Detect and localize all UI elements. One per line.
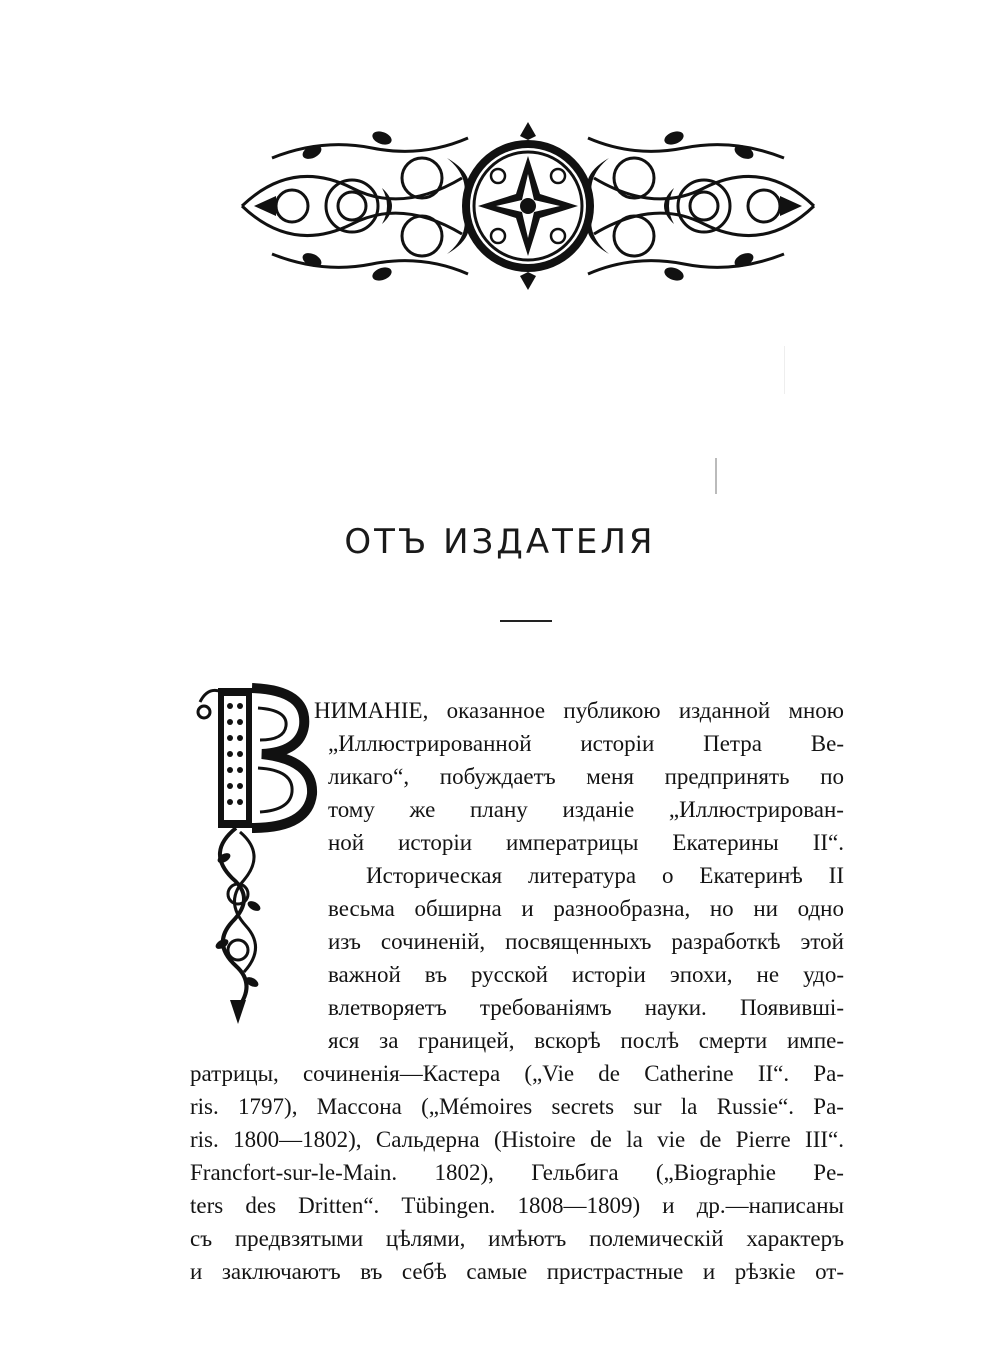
word: Петра — [703, 731, 762, 756]
word: („Vie — [524, 1061, 575, 1086]
word: des — [245, 1193, 277, 1218]
word: разработкѣ — [671, 929, 781, 954]
word: обширна — [414, 896, 502, 921]
word: ной — [328, 830, 365, 855]
word: послѣ — [620, 1028, 679, 1053]
word: полемическій — [589, 1226, 724, 1251]
word: тому — [328, 797, 375, 822]
title-rule — [500, 620, 552, 622]
word: о — [661, 863, 674, 888]
word: Ве- — [810, 731, 844, 756]
word: Dritten“. — [298, 1193, 380, 1218]
text-line — [190, 1059, 844, 1089]
text-line — [366, 861, 844, 891]
word: II“. — [757, 1061, 790, 1086]
word: не — [756, 962, 780, 987]
text-line — [328, 1026, 844, 1056]
page-title: ОТЪ ИЗДАТЕЛЯ — [344, 522, 656, 562]
word: Pe- — [813, 1160, 844, 1185]
word: Pa- — [813, 1094, 844, 1119]
word: исторіи — [571, 962, 646, 987]
word: литература — [527, 863, 637, 888]
text-line — [190, 1158, 844, 1188]
word: II — [828, 863, 844, 888]
text-line — [328, 927, 844, 957]
word: важной — [328, 962, 401, 987]
ornamental-headpiece — [232, 118, 824, 294]
word: заключаютъ — [221, 1259, 341, 1284]
word: вскорѣ — [534, 1028, 601, 1053]
word: от- — [815, 1259, 844, 1284]
text-line — [190, 1191, 844, 1221]
word: Francfort-sur-le-Main. — [190, 1160, 398, 1185]
word: ris. — [190, 1094, 219, 1119]
text-line — [190, 1125, 844, 1155]
word: смерти — [698, 1028, 768, 1053]
word: цѣлями, — [385, 1226, 466, 1251]
word: мною — [788, 698, 844, 723]
text-line — [328, 762, 844, 792]
word: сочиненій, — [380, 929, 486, 954]
word: ни — [753, 896, 778, 921]
word: публикою — [563, 698, 661, 723]
word: ликаго“, — [328, 764, 410, 789]
word: изданной — [678, 698, 771, 723]
text-line — [314, 696, 844, 726]
word: императрицы — [506, 830, 639, 855]
word: и — [521, 896, 534, 921]
word: побуждаетъ — [439, 764, 556, 789]
word: НИМАНІЕ, — [314, 698, 429, 723]
word: (Histoire — [493, 1127, 576, 1152]
word: въ — [424, 962, 447, 987]
word: и — [662, 1193, 675, 1218]
word: влетворяетъ — [328, 995, 447, 1020]
word: Pierre — [735, 1127, 791, 1152]
word: съ — [190, 1226, 213, 1251]
word: („Mémoires — [421, 1094, 533, 1119]
word: „Иллюстрирован- — [668, 797, 844, 822]
text-line — [328, 795, 844, 825]
word: de — [598, 1061, 621, 1086]
word: оказанное — [446, 698, 546, 723]
word: въ — [360, 1259, 383, 1284]
word: 1802), — [434, 1160, 494, 1185]
word: Массона — [316, 1094, 402, 1119]
word: Catherine — [644, 1061, 734, 1086]
word: secrets — [551, 1094, 615, 1119]
word: la — [680, 1094, 698, 1119]
word: посвященныхъ — [505, 929, 652, 954]
text-line — [328, 993, 844, 1023]
word: весьма — [328, 896, 395, 921]
word: одно — [797, 896, 844, 921]
word: ратрицы, — [190, 1061, 279, 1086]
word: по — [820, 764, 844, 789]
word: („Biographie — [655, 1160, 776, 1185]
word: Russie“. — [716, 1094, 794, 1119]
word: и — [190, 1259, 203, 1284]
word: sur — [633, 1094, 662, 1119]
word: науки. — [644, 995, 707, 1020]
word: русской — [470, 962, 548, 987]
word: 1808—1809) — [517, 1193, 641, 1218]
text-line — [328, 828, 844, 858]
word: эпохи, — [669, 962, 733, 987]
word: исторіи — [580, 731, 655, 756]
word: др.—написаны — [696, 1193, 844, 1218]
word: de — [699, 1127, 722, 1152]
word: требованіямъ — [479, 995, 612, 1020]
word: но — [709, 896, 734, 921]
scan-speck — [784, 346, 785, 394]
word: 1797), — [238, 1094, 298, 1119]
word: ris. — [190, 1127, 219, 1152]
scan-speck — [715, 458, 717, 494]
word: предвзятыми — [234, 1226, 364, 1251]
word: за — [379, 1028, 399, 1053]
word: имѣютъ — [488, 1226, 567, 1251]
word: себѣ — [401, 1259, 447, 1284]
word: удо- — [803, 962, 844, 987]
word: предпринять — [664, 764, 790, 789]
word: Екатерины — [672, 830, 779, 855]
word: ters — [190, 1193, 224, 1218]
word: Екатеринѣ — [699, 863, 803, 888]
text-line — [190, 1224, 844, 1254]
word: рѣзкіе — [734, 1259, 796, 1284]
word: Pa- — [813, 1061, 844, 1086]
word: Появивші- — [739, 995, 844, 1020]
word: de — [590, 1127, 612, 1152]
word: яся — [328, 1028, 360, 1053]
text-line — [328, 729, 844, 759]
word: Tübingen. — [401, 1193, 496, 1218]
word: и — [702, 1259, 716, 1284]
word: же — [409, 797, 436, 822]
word: характеръ — [746, 1226, 844, 1251]
word: II“. — [812, 830, 844, 855]
word: сочиненія—Кастера — [302, 1061, 501, 1086]
word: этой — [800, 929, 844, 954]
word: пристрастные — [546, 1259, 684, 1284]
word: исторіи — [398, 830, 473, 855]
word: разнообразна, — [553, 896, 691, 921]
text-line — [190, 1257, 844, 1287]
text-line — [190, 1092, 844, 1122]
text-line — [328, 894, 844, 924]
word: границей, — [418, 1028, 515, 1053]
text-line — [328, 960, 844, 990]
decorative-initial-letter — [196, 682, 328, 1032]
word: изданіе — [562, 797, 635, 822]
word: Сальдерна — [375, 1127, 480, 1152]
word: III“. — [805, 1127, 844, 1152]
word: меня — [586, 764, 634, 789]
word: 1800—1802), — [233, 1127, 362, 1152]
word: Гельбига — [531, 1160, 619, 1185]
word: изъ — [328, 929, 361, 954]
word: самые — [466, 1259, 528, 1284]
word: „Иллюстрированной — [328, 731, 532, 756]
word: плану — [469, 797, 528, 822]
word: импе- — [786, 1028, 844, 1053]
word: la — [626, 1127, 643, 1152]
word: vie — [657, 1127, 686, 1152]
word: Историческая — [366, 863, 503, 888]
